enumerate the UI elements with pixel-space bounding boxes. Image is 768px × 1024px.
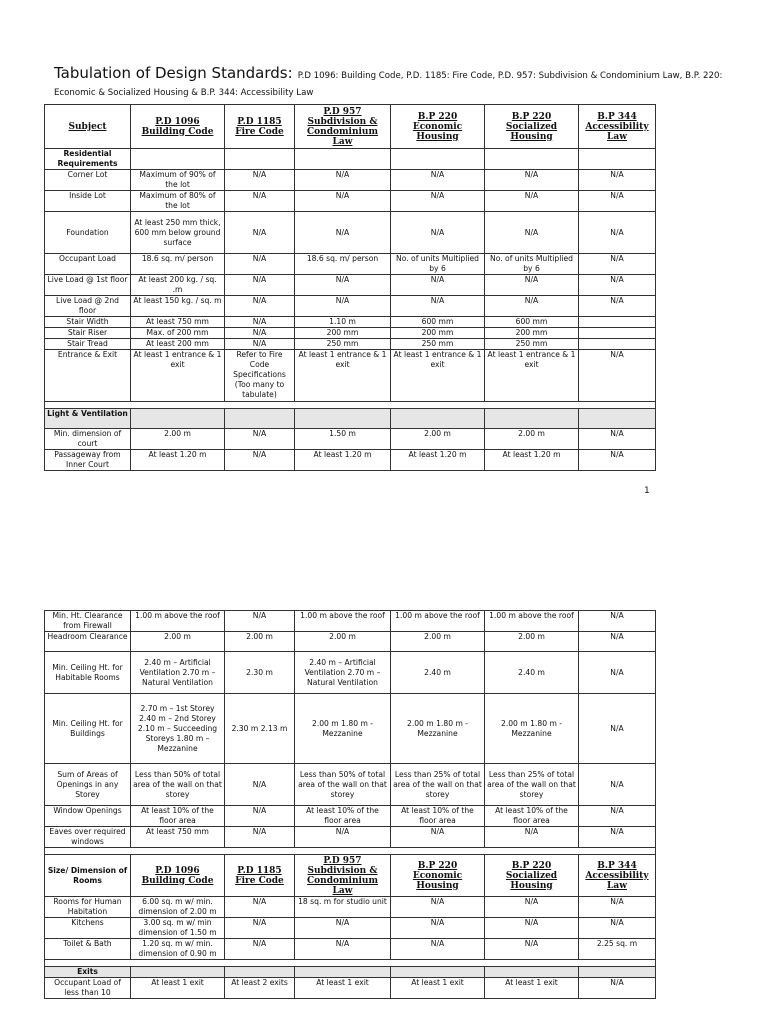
table-cell: At least 1.20 m [391,450,485,471]
table-cell: N/A [225,170,295,191]
table-cell: N/A [579,429,656,450]
table-cell: At least 1 exit [485,978,579,999]
table-cell: N/A [579,827,656,848]
table-cell: 200 mm [391,328,485,339]
ventilation-rows [45,611,656,848]
table-row [45,978,656,999]
table-cell: Max. of 200 mm [131,328,225,339]
table-row [45,918,656,939]
row-subject-cell: Live Load @ 2nd floor [45,296,131,317]
exits-rows [45,978,656,999]
table-row [45,191,656,212]
table-cell: 1.10 m [295,317,391,328]
table-cell: N/A [579,275,656,296]
row-subject-cell: Inside Lot [45,191,131,212]
row-subject-cell: Toilet & Bath [45,939,131,960]
table-cell: 600 mm [391,317,485,328]
table-cell: 2.00 m [295,632,391,652]
residential-rows [45,170,656,402]
table-cell: N/A [391,918,485,939]
table-cell: N/A [295,191,391,212]
header-subject: Subject [45,105,131,149]
table-cell: N/A [485,212,579,254]
table-cell: N/A [225,450,295,471]
table-cell: Maximum of 90% of the lot [131,170,225,191]
table-cell: N/A [225,275,295,296]
table-cell: N/A [225,328,295,339]
table-cell: 1.00 m above the roof [485,611,579,632]
title-main: Tabulation of Design Standards: [54,64,293,82]
table-cell: At least 1.20 m [131,450,225,471]
table-cell: N/A [391,170,485,191]
table-cell: 1.50 m [295,429,391,450]
row-subject-cell: Stair Tread [45,339,131,350]
table-cell: N/A [579,918,656,939]
row-subject-cell: Occupant Load [45,254,131,275]
table-cell: N/A [225,827,295,848]
header-pd957: P.D 957 Subdivision & Condominium Law [295,105,391,149]
row-subject-cell: Corner Lot [45,170,131,191]
table-row [45,350,656,402]
table-cell: N/A [579,450,656,471]
table-cell: N/A [485,275,579,296]
table-cell: N/A [391,939,485,960]
table-cell: 2.00 m 1.80 m - Mezzanine [391,694,485,764]
table-cell: 200 mm [295,328,391,339]
table-cell: At least 200 mm [131,339,225,350]
table-cell: N/A [295,275,391,296]
table-cell: 2.00 m 1.80 m - Mezzanine [295,694,391,764]
table-cell: N/A [579,611,656,632]
row-subject-cell: Live Load @ 1st floor [45,275,131,296]
table-cell: 2.00 m [131,429,225,450]
table-cell: N/A [225,939,295,960]
section-residential: Residential Requirements [45,149,131,170]
section-light: Light & Ventilation [45,409,131,429]
row-subject-cell: Sum of Areas of Openings in any Storey [45,764,131,806]
header-bp344: B.P 344 Accessibility Law [579,105,656,149]
table-cell: 2.00 m [131,632,225,652]
document-title [54,66,744,100]
table-cell: At least 1.20 m [295,450,391,471]
section-row [45,149,656,170]
table-row [45,694,656,764]
table-row [45,212,656,254]
table-cell: N/A [579,694,656,764]
table-cell: N/A [391,296,485,317]
row-subject-cell: Eaves over required windows [45,827,131,848]
table-cell: N/A [579,296,656,317]
table-cell: At least 1 exit [391,978,485,999]
table-cell: 2.40 m [485,652,579,694]
row-subject-cell: Kitchens [45,918,131,939]
table-row [45,296,656,317]
table-cell: 2.40 m [391,652,485,694]
table-cell: N/A [391,212,485,254]
header-bp220-socialized: B.P 220 Socialized Housing [485,105,579,149]
table-cell: At least 150 kg. / sq. m [131,296,225,317]
table-cell: N/A [295,939,391,960]
table-cell: At least 750 mm [131,317,225,328]
design-standards-table-2 [44,610,656,999]
light-rows [45,429,656,471]
title-rest: P.D 1096: Building Code, P.D. 1185: Fire Code, P.D. 957: Subdivision & Condominium Law, B.P. 220: Economic & Socialized Housing & B.P. 344: Accessibility Law [54,71,723,98]
table-cell: 1.00 m above the roof [391,611,485,632]
table-cell: N/A [579,212,656,254]
table-cell: 2.30 m [225,652,295,694]
table-cell: N/A [225,897,295,918]
header-bp220-economic: B.P 220 Economic Housing [391,105,485,149]
table-cell: N/A [391,191,485,212]
table-cell: At least 10% of the floor area [391,806,485,827]
table-cell: N/A [295,918,391,939]
row-subject-cell: Rooms for Human Habitation [45,897,131,918]
table-cell: N/A [579,652,656,694]
table-row [45,764,656,806]
table-cell: N/A [579,632,656,652]
table-cell: At least 200 kg. / sq. .m [131,275,225,296]
table-cell: 2.40 m – Artificial Ventilation 2.70 m – Natural Ventilation [131,652,225,694]
table-cell: N/A [485,897,579,918]
table-cell: N/A [295,170,391,191]
header-bp220-socialized: B.P 220 Socialized Housing [485,855,579,897]
table-row [45,429,656,450]
design-standards-table-1 [44,104,656,471]
table-cell: 6.00 sq. m w/ min. dimension of 2.00 m [131,897,225,918]
section-exits: Exits [45,967,131,978]
table-cell: 250 mm [295,339,391,350]
header-bp220-economic: B.P 220 Economic Housing [391,855,485,897]
table-cell: N/A [295,296,391,317]
table-cell: 2.00 m [225,632,295,652]
row-subject-cell: Passageway from Inner Court [45,450,131,471]
table-cell: N/A [225,317,295,328]
table-cell: Less than 50% of total area of the wall on that storey [295,764,391,806]
table-cell: Maximum of 80% of the lot [131,191,225,212]
table-cell: N/A [485,296,579,317]
table-cell: At least 10% of the floor area [131,806,225,827]
table-row [45,170,656,191]
table-row [45,254,656,275]
table-cell: 2.00 m [485,429,579,450]
table-cell: 250 mm [391,339,485,350]
header-pd957: P.D 957 Subdivision & Condominium Law [295,855,391,897]
table-cell: N/A [579,254,656,275]
size-rows [45,897,656,960]
table-cell: 18.6 sq. m/ person [295,254,391,275]
table-cell [579,317,656,328]
table-cell: At least 1 exit [131,978,225,999]
table-row [45,939,656,960]
table-cell [579,339,656,350]
spacer-row [45,848,656,855]
table-cell: 18.6 sq. m/ person [131,254,225,275]
header-pd1096: P.D 1096 Building Code [131,855,225,897]
table-cell: Less than 50% of total area of the wall on that storey [131,764,225,806]
table-cell: N/A [579,191,656,212]
table-cell: At least 1 entrance & 1 exit [391,350,485,402]
table-cell: Refer to Fire Code Specifications (Too many to tabulate) [225,350,295,402]
table-cell: N/A [579,806,656,827]
table-row [45,317,656,328]
table-cell: N/A [225,212,295,254]
table-cell: N/A [485,170,579,191]
table-cell: 600 mm [485,317,579,328]
section-row [45,967,656,978]
row-subject-cell: Min. Ht. Clearance from Firewall [45,611,131,632]
row-subject-cell: Min. Ceiling Ht. for Habitable Rooms [45,652,131,694]
table-cell: N/A [225,296,295,317]
table-row [45,275,656,296]
table-cell: N/A [391,827,485,848]
table-cell [579,328,656,339]
table-cell: 18 sq. m for studio unit [295,897,391,918]
row-subject-cell: Foundation [45,212,131,254]
table-cell: 3.00 sq. m w/ min dimension of 1.50 m [131,918,225,939]
table-cell: N/A [485,827,579,848]
table-cell: Less than 25% of total area of the wall on that storey [391,764,485,806]
table-cell: N/A [295,827,391,848]
row-subject-cell: Headroom Clearance [45,632,131,652]
table-cell: N/A [391,897,485,918]
table-cell: N/A [391,275,485,296]
header-pd1185: P.D 1185 Fire Code [225,105,295,149]
table-cell: At least 1 exit [295,978,391,999]
table-cell: N/A [225,611,295,632]
header-pd1096: P.D 1096 Building Code [131,105,225,149]
table-cell: N/A [295,212,391,254]
page-number: 1 [644,486,650,496]
table-cell: N/A [225,918,295,939]
table-cell: 250 mm [485,339,579,350]
table-cell: N/A [225,339,295,350]
table-cell: At least 1 entrance & 1 exit [485,350,579,402]
table-row [45,652,656,694]
table-cell: N/A [225,254,295,275]
table-cell: N/A [579,978,656,999]
table-cell: Less than 25% of total area of the wall on that storey [485,764,579,806]
table-row [45,827,656,848]
table-cell: N/A [579,764,656,806]
table-cell: At least 1.20 m [485,450,579,471]
spacer-row [45,960,656,967]
table-row [45,611,656,632]
table-cell: 1.00 m above the roof [131,611,225,632]
table-cell: At least 2 exits [225,978,295,999]
table-cell: N/A [225,806,295,827]
table-cell: N/A [579,350,656,402]
table-cell: N/A [579,897,656,918]
row-subject-cell: Min. dimension of court [45,429,131,450]
header-pd1185: P.D 1185 Fire Code [225,855,295,897]
table-cell: At least 10% of the floor area [295,806,391,827]
row-subject-cell: Stair Width [45,317,131,328]
table-row [45,632,656,652]
header-bp344: B.P 344 Accessibility Law [579,855,656,897]
table-cell: 2.00 m [391,632,485,652]
table-cell: N/A [225,764,295,806]
table-cell: 2.25 sq. m [579,939,656,960]
table-cell: No. of units Multiplied by 6 [485,254,579,275]
row-subject-cell: Occupant Load of less than 10 [45,978,131,999]
table-cell: N/A [485,939,579,960]
header-row [45,855,656,897]
spacer-row [45,402,656,409]
table-cell: 2.40 m – Artificial Ventilation 2.70 m – Natural Ventilation [295,652,391,694]
table-cell: At least 10% of the floor area [485,806,579,827]
header-row [45,105,656,149]
table-row [45,339,656,350]
row-subject-cell: Stair Riser [45,328,131,339]
table-cell: 1.00 m above the roof [295,611,391,632]
table-cell: At least 1 entrance & 1 exit [131,350,225,402]
table-row [45,897,656,918]
table-cell: 200 mm [485,328,579,339]
table-cell: At least 1 entrance & 1 exit [295,350,391,402]
table-cell: 2.30 m 2.13 m [225,694,295,764]
table-cell: 1.20 sq. m w/ min. dimension of 0.90 m [131,939,225,960]
section-size: Size/ Dimension of Rooms [45,855,131,897]
table-cell: No. of units Multiplied by 6 [391,254,485,275]
table-cell: N/A [225,429,295,450]
table-cell: At least 750 mm [131,827,225,848]
table-cell: N/A [485,191,579,212]
section-row [45,409,656,429]
table-cell: N/A [225,191,295,212]
table-cell: 2.00 m [485,632,579,652]
row-subject-cell: Entrance & Exit [45,350,131,402]
table-cell: At least 250 mm thick, 600 mm below ground surface [131,212,225,254]
table-row [45,450,656,471]
table-cell: 2.70 m – 1st Storey 2.40 m – 2nd Storey 2.10 m – Succeeding Storeys 1.80 m – Mezzanine [131,694,225,764]
table-cell: N/A [579,170,656,191]
row-subject-cell: Window Openings [45,806,131,827]
table-row [45,806,656,827]
table-cell: 2.00 m 1.80 m - Mezzanine [485,694,579,764]
table-cell: N/A [485,918,579,939]
row-subject-cell: Min. Ceiling Ht. for Buildings [45,694,131,764]
table-cell: 2.00 m [391,429,485,450]
table-row [45,328,656,339]
